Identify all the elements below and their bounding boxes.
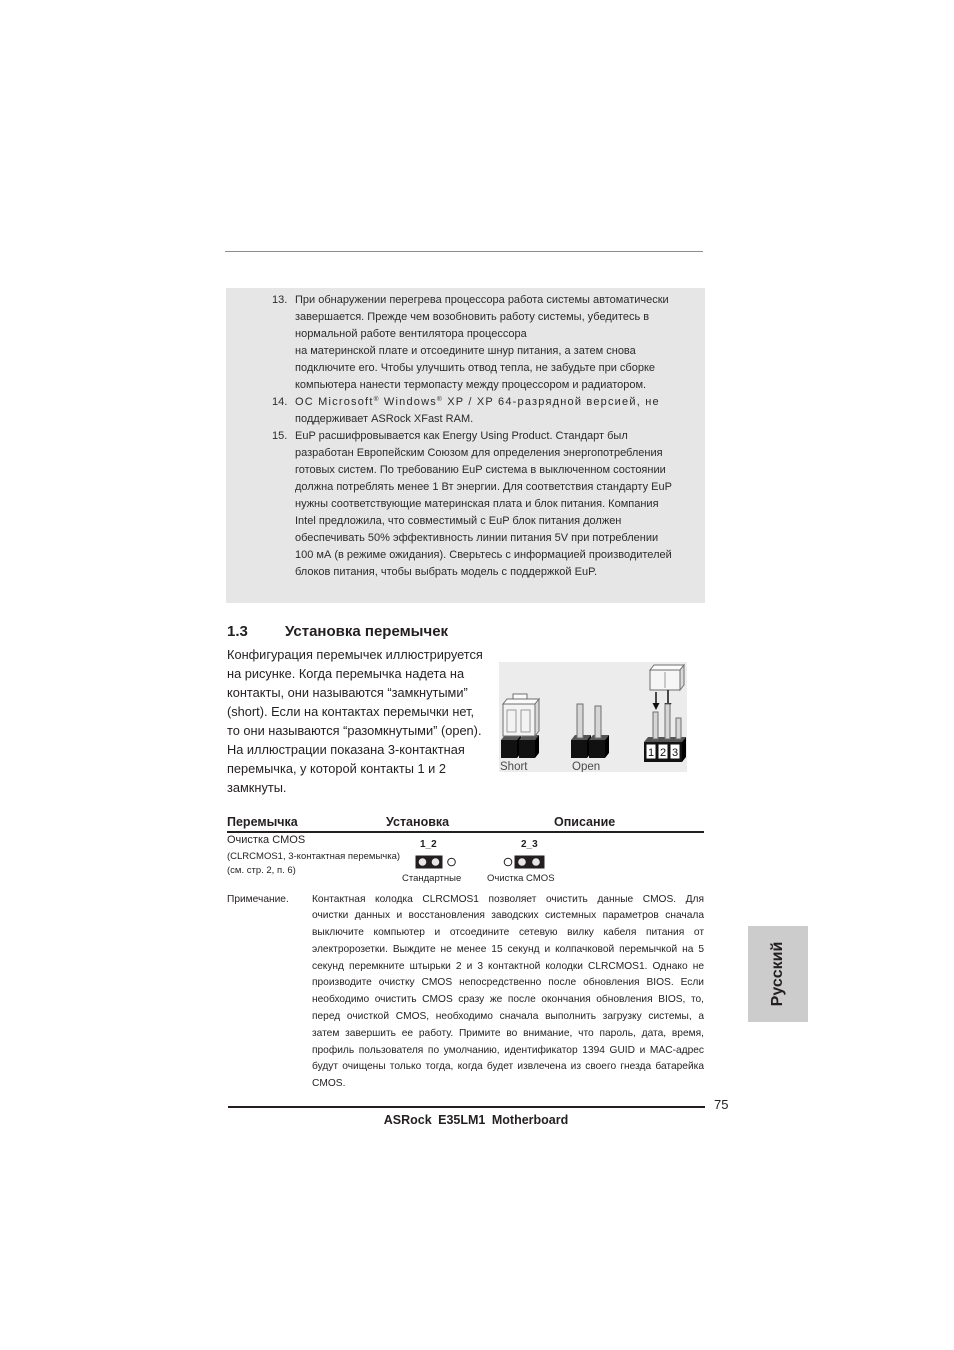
note-body-line: необходимо очистить CMOS сразу же после окончания обновления BIOS, то,: [312, 994, 704, 1006]
jumper-reference: (см. стр. 2, п. 6): [227, 865, 296, 876]
open-label: Open: [572, 761, 601, 772]
section-paragraph: [227, 645, 492, 798]
note-line: подключите его. Чтобы улучшить отвод тепла, не забудьте при сборке: [295, 361, 655, 374]
table-header-setting: Установка: [386, 815, 450, 829]
note-item-15: [226, 428, 705, 581]
paragraph-line: Конфигурация перемычек иллюстрируется: [227, 646, 483, 662]
note-line: EuP расшифровывается как Energy Using Product. Стандарт был: [295, 429, 628, 442]
jumper-setting-default-graphic: [415, 855, 459, 869]
note-body-line: секунд перемкните штырьки 2 и 3 контактной колодки CLRCMOS1. Однако не: [312, 960, 704, 972]
short-label: Short: [500, 761, 528, 772]
note-body: [312, 892, 704, 1094]
page-number: 75: [714, 1097, 729, 1112]
jumper-name: Очистка CMOS: [227, 834, 306, 846]
pin-number-1: 1: [647, 747, 655, 759]
jumper-illustration: [499, 662, 687, 772]
note-body-line: CMOS.: [312, 1078, 346, 1090]
footer-rule: [228, 1106, 705, 1108]
paragraph-line: то они называются “разомкнутыми” (open).: [227, 723, 482, 738]
pin-number-3: 3: [671, 747, 679, 759]
short-jumper-graphic: [501, 694, 539, 758]
language-tab-label: Русский: [769, 941, 786, 1007]
note-line: ОС Microsoft® Windows® XP / XP 64-разрядной версией, не: [295, 395, 660, 408]
note-line: нужны соответствующие материнская плата и блок питания. Компания: [295, 497, 659, 510]
setting-pins-label: 2_3: [521, 839, 538, 850]
paragraph-line: перемычка, у которой контакты 1 и 2: [227, 761, 446, 777]
note-body-line: производите очистку CMOS непосредственно после обновления BIOS. Если: [312, 977, 704, 989]
note-number: 15.: [272, 429, 288, 442]
note-body-line: затем завершить ее работу. Примите во внимание, что пароль, дата, время,: [312, 1027, 704, 1039]
note-line: Intel предложила, что совместимый с EuP блок питания должен: [295, 514, 622, 527]
note-line: обеспечивать 50% эффективность линии питания 5V при потреблении: [295, 531, 659, 544]
note-number: 13.: [272, 293, 288, 306]
setting-caption: Очистка CMOS: [487, 873, 555, 884]
note-item-13: [226, 292, 705, 394]
table-header-jumper: Перемычка: [227, 815, 298, 829]
notes-box: [226, 288, 705, 603]
note-line: нормальной работе вентилятора процессора: [295, 327, 527, 340]
note-line: компьютера нанести термопасту между процессором и радиатором.: [295, 378, 647, 391]
paragraph-line: На иллюстрации показана 3-контактная: [227, 742, 465, 758]
note-line: поддерживает ASRock XFast RAM.: [295, 412, 474, 425]
note-item-14: [226, 394, 705, 428]
note-label: Примечание.: [227, 893, 289, 905]
section-number: 1.3: [227, 623, 248, 640]
note-body-line: будут очищены только тогда, когда будет извлечена из своего гнезда батарейка: [312, 1061, 704, 1073]
note-line: должна потреблять менее 1 Вт энергии. Для соответствия стандарту EuP: [295, 480, 672, 493]
note-number: 14.: [272, 395, 288, 408]
header-rule: [225, 251, 703, 252]
note-line: готовых систем. По требованию EuP система в выключенном состоянии: [295, 463, 666, 476]
section-heading: [227, 622, 527, 642]
notes-list: [226, 292, 705, 581]
note-body-line: электророзетки. Выждите не менее 15 секунд и колпачковой перемычкой на 5: [312, 943, 704, 955]
note-body-line: Контактная колодка CLRCMOS1 позволяет очистить данные CMOS. Для: [312, 893, 704, 905]
paragraph-line: замкнуты.: [227, 780, 287, 796]
footer-product: ASRock E35LM1 Motherboard: [383, 1113, 569, 1127]
note-body-line: выключите компьютер и отсоедините сетевую вилку кабеля питания от: [312, 927, 704, 939]
section-title: Установка перемычек: [285, 623, 449, 640]
note-line: разработан Европейским Союзом для определения энергопотребления: [295, 446, 663, 459]
pin-number-2: 2: [659, 747, 667, 759]
paragraph-line: контакты, они называются “замкнутыми”: [227, 684, 468, 700]
note-line: При обнаружении перегрева процессора работа системы автоматически: [295, 293, 669, 306]
note-body-line: перед очисткой CMOS, необходимо сначала выполнить загрузку системы, а: [312, 1011, 704, 1023]
setting-caption: Стандартные: [402, 873, 462, 884]
setting-pins-label: 1_2: [420, 839, 437, 850]
note-line: 100 мА (в режиме ожидания). Сверьтесь с информацией производителей: [295, 548, 672, 561]
paragraph-line: на рисунке. Когда перемычка надета на: [227, 665, 465, 681]
table-header-description: Описание: [554, 815, 616, 829]
note-body-line: очистки данных и восстановления заводских системных параметров сначала: [312, 910, 704, 922]
jumper-detail: (CLRCMOS1, 3-контактная перемычка): [227, 851, 401, 862]
note-line: завершается. Прежде чем возобновить работу системы, убедитесь в: [295, 310, 650, 323]
note-line: на материнской плате и отсоедините шнур питания, а затем снова: [295, 344, 636, 357]
language-tab: [748, 926, 808, 1022]
note-line: блоков питания, чтобы выбрать модель с поддержкой EuP.: [295, 565, 598, 578]
note-body-line: профиль пользователя по умолчанию, идентификатор 1394 GUID и MAC-адрес: [312, 1044, 704, 1056]
paragraph-line: (short). Если на контактах перемычки нет,: [227, 703, 475, 719]
jumper-setting-clear-graphic: [500, 855, 546, 869]
